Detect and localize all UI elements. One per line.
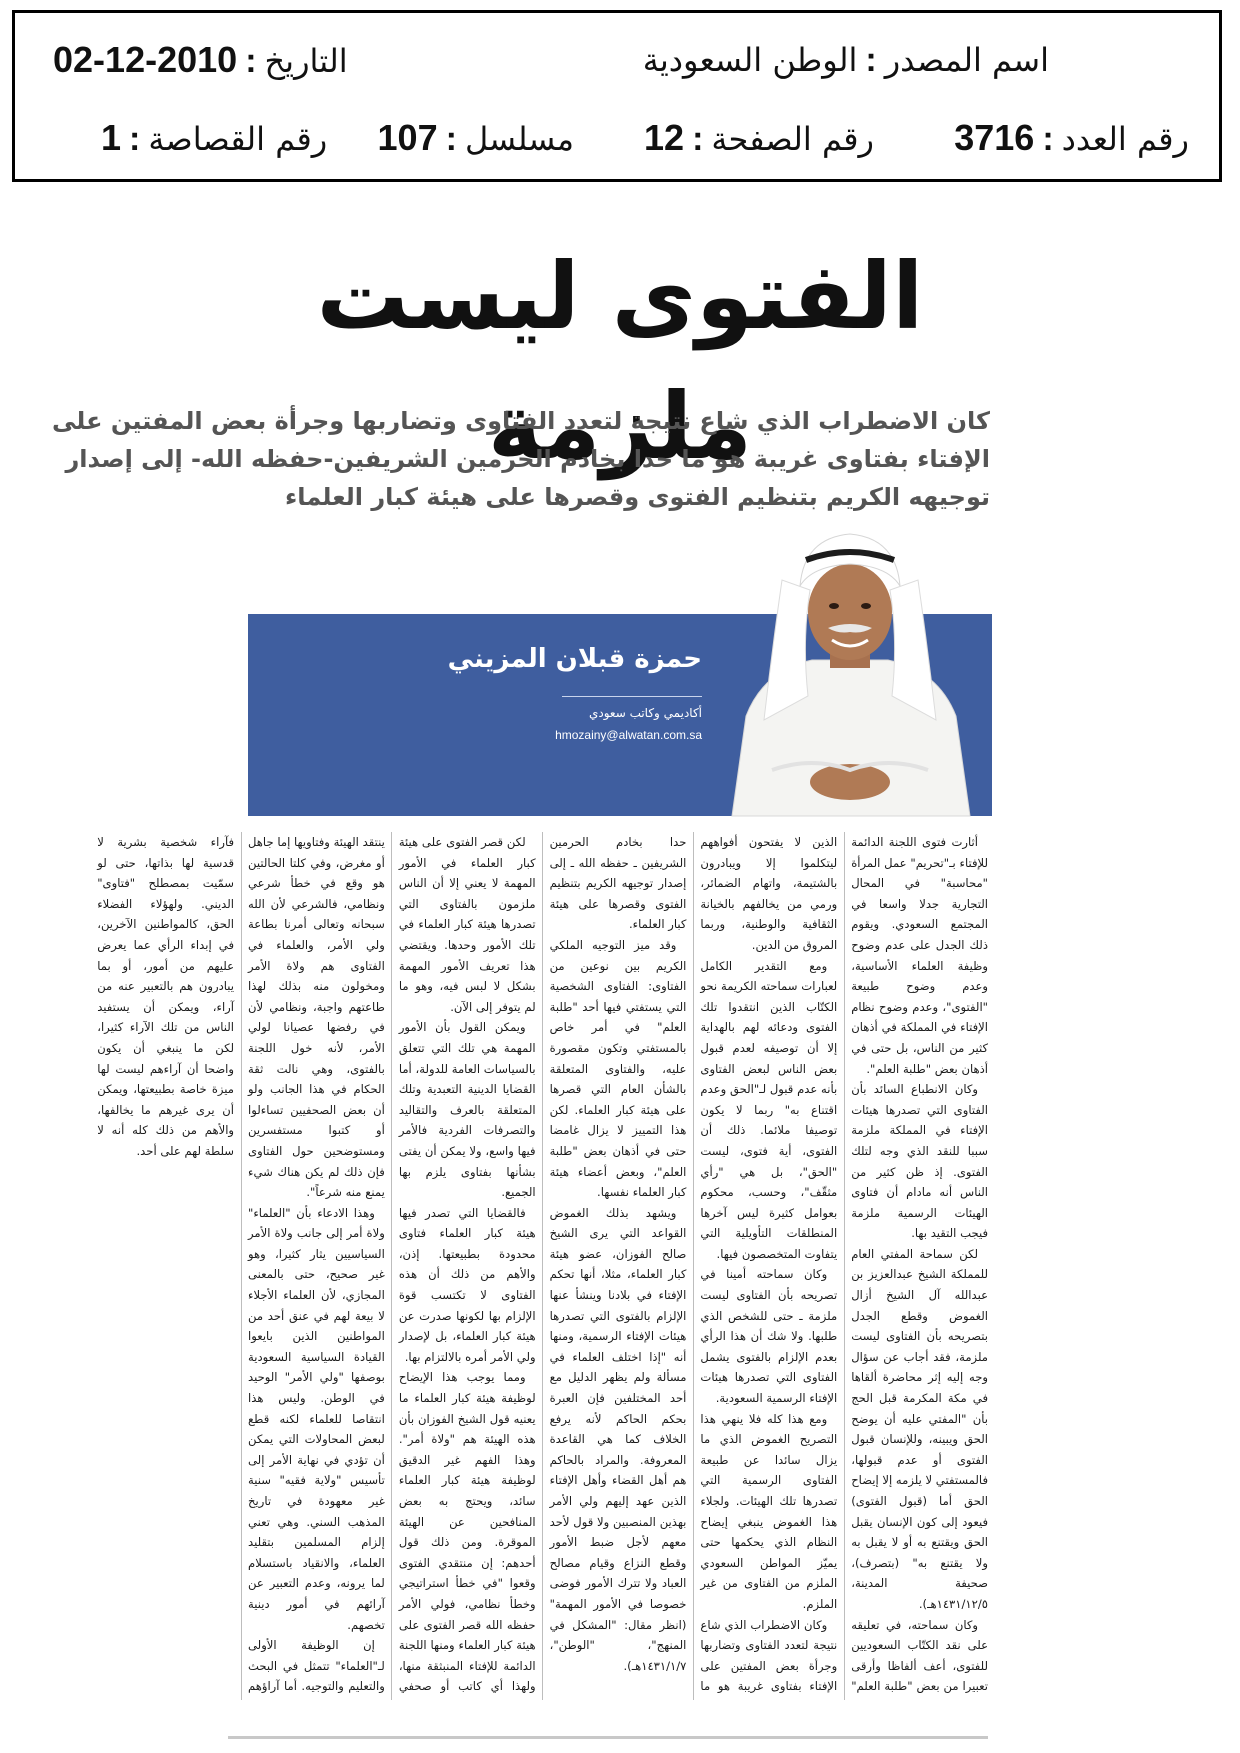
serial-field [378, 113, 574, 164]
author-photo [712, 520, 988, 816]
article-deck [51, 402, 990, 516]
author-divider [562, 696, 702, 697]
deck-line: توجيهه الكريم بتنظيم الفتوى وقصرها على هيئة كبار العلماء [285, 483, 990, 511]
page-field [644, 113, 874, 164]
page-value: 12 [644, 117, 685, 158]
body-paragraph: فالقضايا التي تصدر فيها هيئة كبار العلماء فتاوى محدودة بطبيعتها. إذن، والأهم من ذلك أن هذه الفتاوى لا تكتسب قوة الإلزام بها لكونها صدرت عن هيئة كبار العلماء، بل لإصدار ولي الأمر أمره بالالتزام بها. [398, 1205, 536, 1364]
body-paragraph: وهذا الادعاء بأن "العلماء" ولاة أمر إلى جانب ولاة الأمر السياسيين يثار كثيرا، وهو غير صحيح، حتى بالمعنى المجازي، لأن العلماء الأجلاء لا بيعة لهم في عنق أحد من المواطنين الذين بايعوا القيادة السياسية السعودية بوصفها "ولي الأمر" الوحيد في الوطن. وليس هذا انتقاصا للعلماء لكنه قطع لبعض المحاولات التي يمكن أن تؤدي في نهاية الأمر إلى تأسيس "ولاية فقيه" سنية غير معهودة في تاريخ المذهب السني. وهي تعني إلزام المسلمين بتقليد العلماء، والانقياد باستسلام لما يرونه، وعدم التعبير عن آرائهم في أمور دينية تخصهم. [248, 1205, 385, 1632]
source-field [643, 35, 1049, 85]
source-value: الوطن السعودية [642, 41, 858, 79]
body-paragraph: ومما يوجب هذا الإيضاح لوظيفة هيئة كبار العلماء ما يعنيه قول الشيخ الفوزان بأن هذه الهيئة هم "ولاة أمر". وهذا الفهم غير الدقيق لوظيفة هيئة كبار العلماء سائد، ويحتج به بعض المنافحين عن الهيئة الموقرة. ومن ذلك قول أحدهم: إن منتقدي الفتوى وقعوا "في خطأ استراتيجي وخطأ نظامي، فولي الأمر حفظه الله قصر الفتوى على هيئة كبار العلماء ومنها اللجنة الدائمة للإفتاء المنبثقة منها، ولهذا أي كاتب أو صحفي ينتقد الهيئة وفتاويها إما جاهل أو مغرض، وفي كلتا الحالتين هو وقع في خطأ شرعي ونظامي، فالشرعي لأن الله سبحانه وتعالى أمرنا بطاعة ولي الأمر، والعلماء في الفتاوى هم ولاة الأمر ومخولون منه بذلك لهذا طاعتهم واجبة، ونظامي لأن في رفضها عصيانا لولي الأمر، لأنه خول اللجنة بالفتوى، وهي نالت ثقة الحكام في هذا الجانب ولو أن بعض الصحفيين تساءلوا أو كتبوا مستفسرين ومستوضحين حول الفتاوى فإن ذلك لم يكن هناك شيء يمنع منه شرعاً". [248, 835, 536, 1694]
clipping-info-row-2 [15, 113, 1219, 173]
body-paragraph: لكن سماحة المفتي العام للمملكة الشيخ عبدالعزيز بن عبدالله آل الشيخ أزال الغموض وقطع الجدل بتصريحه بأن الفتاوى ليست ملزمة، فقد أجاب عن سؤال وجه إليه إثر محاضرة ألقاها في مكة المكرمة قبل الحج بأن "المفتي عليه أن يوضح الحق ويبينه، وللإنسان قبول الفتوى أو عدم قبولها، فالمستفتي لا يلزمه إلا إيضاح الحق أما (قبول الفتوى) فيعود إلى كون الإنسان يقبل الحق ويقتنع به أو لا يقبل به ولا يقتنع به" (بتصرف)، صحيفة المدينة، ١٤٣١/١٢/٥هـ). [851, 1246, 988, 1611]
deck-line: الإفتاء بفتاوى غريبة هو ما حدا بخادم الحرمين الشريفين-حفظه الله- إلى إصدار [65, 445, 990, 473]
source-label: اسم المصدر [884, 41, 1049, 79]
page-label: رقم الصفحة [711, 120, 874, 158]
issue-field [954, 113, 1189, 164]
page-separator: : [692, 120, 704, 158]
bottom-divider [228, 1736, 988, 1739]
date-label: التاريخ [264, 42, 348, 80]
body-paragraph: أثارت فتوى اللجنة الدائمة للإفتاء بـ"تحريم" عمل المرأة "محاسبة" في المحال التجارية جدلا واسعا في المجتمع السعودي. ويقوم ذلك الجدل على عدم وضوح وظيفة العلماء الأساسية، وعدم وضوح طبيعة "الفتوى"، وعدم وضوح نظام الإفتاء في المملكة في أذهان كثير من الناس، بل حتى في أذهان بعض "طلبة العلم". [851, 835, 988, 1076]
body-paragraph: ويمكن القول بأن الأمور المهمة هي تلك التي تتعلق بالسياسات العامة للدولة، أما القضايا الدينية التعبدية وتلك المتعلقة بالعرف والتقاليد والتصرفات الفردية فالأمر فيها واسع، ولا يمكن أن يفتى بشأنها بفتاوى يلزم بها الجميع. [398, 1020, 536, 1200]
author-name: حمزة قبلان المزيني [447, 644, 702, 674]
article-body [97, 832, 988, 1700]
clipping-info-box [12, 10, 1222, 182]
issue-separator: : [1042, 120, 1054, 158]
clip-number-label: رقم القصاصة [148, 120, 328, 158]
body-paragraph: ويشهد بذلك الغموض القواعد التي يرى الشيخ صالح الفوزان، عضو هيئة كبار العلماء، مثلا، أنها تحكم الإفتاء في بلادنا وينشأ عنها الإلزام بالفتوى التي تصدرها هيئات الإفتاء الرسمية، ومنها أنه "إذا اختلف العلماء في مسألة ولم يظهر الدليل مع أحد المختلفين فإن العبرة بحكم الحاكم لأنه يرفع الخلاف كما هي القاعدة المعروفة. والمراد بالحاكم هم أهل القضاء وأهل الإفتاء الذين عهد إليهم ولي الأمر بهذين المنصبين ولا قول لأحد معهم لأجل ضبط الأمور وقطع النزاع وقيام مصالح العباد ولا تترك الأمور فوضى خصوصا في الأمور المهمة" (انظر مقال: "المشكل في المنهج"، "الوطن"، ١٤٣١/١/٧هـ). [549, 1205, 687, 1673]
serial-value: 107 [377, 117, 438, 158]
clip-number-field [101, 113, 327, 164]
issue-value: 3716 [954, 117, 1035, 158]
body-paragraph: إن الوظيفة الأولى لـ"العلماء" تتمثل في البحث والتعليم والتوجيه. أما آراؤهم فآراء شخصية بشرية لا قدسية لها بذاتها، حتى لو سمّيت بمصطلح "فتاوى" الديني. ولهؤلاء الفضلاء الحق، كالمواطنين الآخرين، في إبداء الرأي عما يعرض عليهم من أمور، أو بما يبادرون هم بالتعبير عنه من آراء، ويمكن أن يستفيد الناس من تلك الآراء كثيرا، لكن ما ينبغي أن يكون واضحا أن آراءهم ليست لها ميزة خاصة بطبيعتها، ويمكن أن يرى غيرهم ما يخالفها، والأهم من ذلك كله أنه لا سلطة لهم على أحد. [97, 835, 385, 1694]
author-email: hmozainy@alwatan.com.sa [555, 728, 702, 742]
serial-separator: : [445, 120, 457, 158]
body-paragraph: وكان الانطباع السائد بأن الفتاوى التي تصدرها هيئات الإفتاء في المملكة ملزمة سببا للنقد الذي وجه لتلك الفتوى. إذ ظن كثير من الناس أنه مادام أن فتاوى الهيئات الرسمية ملزمة فيجب التقيد بها. [851, 1082, 988, 1241]
serial-label: مسلسل [464, 120, 574, 158]
clipping-info-row-1 [15, 35, 1219, 95]
issue-label: رقم العدد [1061, 120, 1189, 158]
date-value: 2010-12-02 [53, 39, 238, 80]
source-separator: : [865, 41, 877, 79]
article-headline: الفتوى ليست ملزمة [316, 243, 924, 480]
body-paragraph: وكان الاضطراب الذي شاع نتيجة لتعدد الفتاوى وتضاربها وجرأة بعض المفتين على الإفتاء بفتاوى غريبة هو ما حدا بخادم الحرمين الشريفين ـ حفظه الله ـ إلى إصدار توجيهه الكريم بتنظيم الفتوى وقصرها على هيئة كبار العلماء. [549, 835, 838, 1694]
body-paragraph: وكان سماحته أمينا في تصريحه بأن الفتاوى ليست ملزمة ـ حتى للشخص الذي طلبها. ولا شك أن هذا الرأي بعدم الإلزام بالفتوى يشمل الفتاوى التي تصدرها هيئات الإفتاء الرسمية السعودية. [700, 1267, 838, 1406]
deck-line: كان الاضطراب الذي شاع نتيجة لتعدد الفتاوى وتضاربها وجرأة بعض المفتين على [51, 407, 990, 435]
body-paragraph: لكن قصر الفتوى على هيئة كبار العلماء في الأمور المهمة لا يعني إلا أن الناس ملزمون بالفتاوى التي تصدرها هيئة كبار العلماء في تلك الأمور وحدها. ويقتضي هذا تعريف الأمور المهمة بشكل لا لبس فيه، وهو ما لم يتوفر إلى الآن. [398, 835, 536, 1014]
body-paragraph: وقد ميز التوجيه الملكي الكريم بين نوعين من الفتاوى: الفتاوى الشخصية التي يستفتي فيها أحد "طلبة العلم" في أمر خاص بالمستفتي وتكون مقصورة عليه، والفتاوى المتعلقة بالشأن العام التي قصرها على هيئة كبار العلماء. لكن هذا التمييز لا يزال غامضا حتى في أذهان بعض "طلبة العلم"، وبعض أعضاء هيئة كبار العلماء نفسها. [549, 937, 687, 1200]
body-paragraph: ومع هذا كله فلا ينهي هذا التصريح الغموض الذي ما يزال سائدا عن طبيعة الفتاوى الرسمية التي تصدرها تلك الهيئات. ولجلاء هذا الغموض ينبغي إيضاح النظام الذي يحكمها حتى يميّز المواطن السعودي الملزم من الفتاوى من غير الملزم. [700, 1411, 838, 1611]
author-role: أكاديمي وكاتب سعودي [588, 706, 702, 720]
body-paragraph: وكان سماحته، في تعليقه على نقد الكتّاب السعوديين للفتوى، أعف ألفاظا وأرقى تعبيرا من بعض "طلبة العلم" الذين لا يفتحون أفواههم ليتكلموا إلا ويبادرون بالشتيمة، واتهام الضمائر، ورمي من يخالفهم بالخيانة الثقافية والوطنية، وربما المروق من الدين. [700, 835, 988, 1694]
clip-number-separator: : [129, 120, 141, 158]
body-paragraph: ومع التقدير الكامل لعبارات سماحته الكريمة نحو الكتّاب الذين انتقدوا تلك الفتوى ودعائه لهم بالهداية إلا أن توصيفه لعدم قبول بعض الناس لبعض الفتاوى بأنه عدم قبول لـ"الحق وعدم اقتناع به" ربما لا يكون توصيفا ملائما. ذلك أن الفتوى، أية فتوى، ليست "الحق"، بل هي "رأي مثقّف"، وحسب، محكوم بعوامل كثيرة ليس آخرها المنطلقات التأويلية التي يتفاوت المتخصصون فيها. [700, 958, 838, 1261]
clip-number-value: 1 [101, 117, 122, 158]
date-separator: : [245, 42, 257, 80]
date-field [53, 35, 348, 86]
